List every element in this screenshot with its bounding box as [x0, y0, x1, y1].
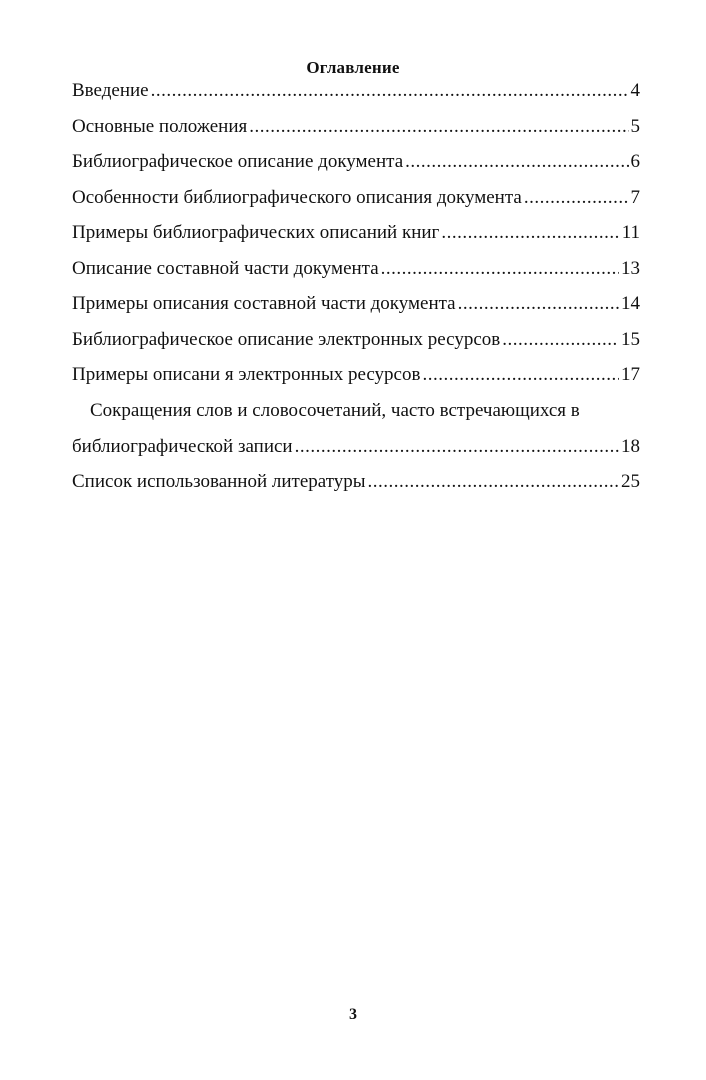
page-number: 3 [349, 1006, 357, 1023]
toc-entry [72, 147, 640, 183]
toc-entry-page: 6 [630, 151, 640, 172]
toc-entry-page: 5 [630, 115, 640, 137]
toc-entry-label: Библиографическое описание электронных ресурсов [72, 328, 501, 350]
toc-entry-label: Примеры библиографических описаний книг [72, 222, 440, 243]
dot-leader [368, 467, 619, 497]
dot-leader [422, 360, 619, 390]
toc-entry-page: 14 [621, 293, 640, 314]
toc-entry [72, 112, 640, 148]
dot-leader [441, 218, 619, 248]
dot-leader [249, 112, 628, 142]
toc-entry-label: Основные положения [72, 115, 248, 137]
toc-entry-label: Список использованной литературы [72, 471, 366, 492]
toc-entry-page: 7 [630, 186, 640, 208]
toc-entry-page: 17 [621, 364, 640, 385]
toc-entry-page: 18 [621, 435, 640, 457]
toc-entry [72, 218, 640, 254]
toc-entry-label: Введение [72, 80, 149, 101]
dot-leader [151, 76, 629, 106]
toc-entry-label: Примеры описани я электронных ресурсов [72, 364, 421, 385]
toc-entry-label: Библиографическое описание документа [72, 151, 404, 172]
toc-entry-page: 25 [621, 471, 640, 492]
toc-entry-page: 11 [621, 222, 640, 243]
toc-entry [72, 289, 640, 325]
toc-entry [72, 76, 640, 112]
toc-entry-label-line1: Сокращения слов и словосочетаний, часто встречающихся в [90, 399, 580, 421]
toc-title: Оглавление [306, 58, 400, 77]
toc-entry [72, 254, 640, 290]
toc-entry [72, 183, 640, 219]
dot-leader [458, 289, 619, 319]
toc-entry-page: 15 [621, 328, 640, 350]
table-of-contents [72, 76, 640, 503]
toc-entry [72, 325, 640, 361]
toc-entry-page: 4 [630, 80, 640, 101]
toc-entry [72, 467, 640, 503]
dot-leader [524, 183, 629, 213]
toc-entry-label: библиографической записи [72, 435, 293, 457]
dot-leader [381, 254, 619, 284]
dot-leader [405, 147, 628, 177]
toc-entry-continuation [72, 396, 640, 432]
toc-entry [72, 432, 640, 468]
toc-entry-page: 13 [621, 257, 640, 279]
toc-entry-label: Особенности библиографического описания документа [72, 186, 522, 208]
toc-entry [72, 360, 640, 396]
dot-leader [502, 325, 619, 355]
toc-entry-label: Примеры описания составной части документа [72, 293, 456, 314]
dot-leader [295, 432, 619, 462]
toc-entry-label: Описание составной части документа [72, 257, 379, 279]
